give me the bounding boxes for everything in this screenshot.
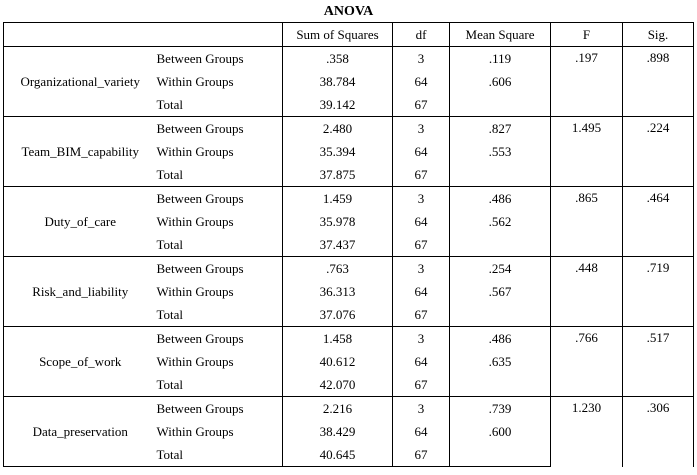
df-cell: 64: [393, 420, 450, 443]
sig-value-cell: .464: [623, 187, 694, 257]
header-sum-of-squares: Sum of Squares: [283, 23, 393, 47]
variable-name: Organizational_variety: [4, 47, 157, 117]
f-value-cell: 1.495: [551, 117, 623, 187]
mean-square-cell: [450, 443, 551, 467]
sum-of-squares-cell: 37.076: [283, 303, 393, 327]
df-cell: 64: [393, 350, 450, 373]
mean-square-cell: [450, 303, 551, 327]
df-cell: 3: [393, 187, 450, 211]
header-sig: Sig.: [623, 23, 694, 47]
variable-name: Risk_and_liability: [4, 257, 157, 327]
sum-of-squares-cell: 38.429: [283, 420, 393, 443]
mean-square-cell: [450, 93, 551, 117]
mean-square-cell: .553: [450, 140, 551, 163]
table-row: [4, 117, 694, 141]
df-cell: 67: [393, 163, 450, 187]
row-label-within: Within Groups: [156, 353, 234, 369]
sum-of-squares-cell: .358: [283, 47, 393, 71]
sum-of-squares-cell: 38.784: [283, 70, 393, 93]
table-row: [4, 327, 694, 351]
df-cell: 3: [393, 47, 450, 71]
variable-name: Duty_of_care: [4, 187, 157, 257]
row-label-total: Total: [157, 443, 283, 467]
sum-of-squares-cell: 39.142: [283, 93, 393, 117]
sum-of-squares-cell: 40.612: [283, 350, 393, 373]
mean-square-cell: .254: [450, 257, 551, 281]
row-label-within: Within Groups: [156, 143, 234, 159]
sum-of-squares-cell: 42.070: [283, 373, 393, 397]
sig-value-cell: .517: [623, 327, 694, 397]
df-cell: 3: [393, 117, 450, 141]
sum-of-squares-cell: 37.437: [283, 233, 393, 257]
mean-square-cell: .606: [450, 70, 551, 93]
sig-value-cell: .224: [623, 117, 694, 187]
mean-square-cell: .635: [450, 350, 551, 373]
row-label-total: Total: [157, 93, 283, 117]
anova-body: [4, 47, 694, 467]
sum-of-squares-cell: 35.978: [283, 210, 393, 233]
table-row: [4, 187, 694, 211]
df-cell: 67: [393, 93, 450, 117]
row-label-between: Between Groups: [157, 47, 283, 71]
table-row: [4, 397, 694, 421]
sum-of-squares-cell: 2.216: [283, 397, 393, 421]
df-cell: 64: [393, 210, 450, 233]
row-label-between: Between Groups: [157, 187, 283, 211]
row-label-within: Within Groups: [156, 73, 234, 89]
row-label-between: Between Groups: [157, 327, 283, 351]
mean-square-cell: [450, 233, 551, 257]
row-label-between: Between Groups: [157, 117, 283, 141]
mean-square-cell: [450, 163, 551, 187]
row-label-total: Total: [157, 373, 283, 397]
variable-name: Team_BIM_capability: [4, 117, 157, 187]
table-title: ANOVA: [323, 4, 374, 19]
mean-square-cell: .567: [450, 280, 551, 303]
anova-table: [3, 22, 694, 467]
mean-square-cell: [450, 373, 551, 397]
f-value-cell: .448: [551, 257, 623, 327]
mean-square-cell: .600: [450, 420, 551, 443]
df-cell: 3: [393, 397, 450, 421]
sum-of-squares-cell: 35.394: [283, 140, 393, 163]
sum-of-squares-cell: 40.645: [283, 443, 393, 467]
mean-square-cell: .486: [450, 187, 551, 211]
sig-value-cell: .898: [623, 47, 694, 117]
df-cell: 67: [393, 373, 450, 397]
df-cell: 67: [393, 443, 450, 467]
mean-square-cell: .119: [450, 47, 551, 71]
df-cell: 3: [393, 257, 450, 281]
mean-square-cell: .739: [450, 397, 551, 421]
df-cell: 64: [393, 70, 450, 93]
header-blank: [4, 23, 283, 47]
row-label-within: Within Groups: [156, 423, 234, 439]
row-label-total: Total: [157, 233, 283, 257]
row-label-between: Between Groups: [157, 397, 283, 421]
header-row: [4, 23, 694, 47]
f-value-cell: .865: [551, 187, 623, 257]
sum-of-squares-cell: 2.480: [283, 117, 393, 141]
row-label-within: Within Groups: [156, 283, 234, 299]
df-cell: 64: [393, 140, 450, 163]
row-label-between: Between Groups: [157, 257, 283, 281]
f-value-cell: .197: [551, 47, 623, 117]
mean-square-cell: .486: [450, 327, 551, 351]
variable-name: Data_preservation: [4, 397, 157, 467]
mean-square-cell: .827: [450, 117, 551, 141]
row-label-total: Total: [157, 163, 283, 187]
header-df: df: [393, 23, 450, 47]
sum-of-squares-cell: 36.313: [283, 280, 393, 303]
header-mean-square: Mean Square: [450, 23, 551, 47]
row-label-within: Within Groups: [156, 213, 234, 229]
sig-value-cell: .719: [623, 257, 694, 327]
f-value-cell: 1.230: [551, 397, 623, 467]
variable-name: Scope_of_work: [4, 327, 157, 397]
df-cell: 64: [393, 280, 450, 303]
df-cell: 3: [393, 327, 450, 351]
row-label-total: Total: [157, 303, 283, 327]
mean-square-cell: .562: [450, 210, 551, 233]
f-value-cell: .766: [551, 327, 623, 397]
table-row: [4, 47, 694, 71]
header-f: F: [551, 23, 623, 47]
sum-of-squares-cell: .763: [283, 257, 393, 281]
df-cell: 67: [393, 233, 450, 257]
sum-of-squares-cell: 37.875: [283, 163, 393, 187]
df-cell: 67: [393, 303, 450, 327]
sum-of-squares-cell: 1.459: [283, 187, 393, 211]
sum-of-squares-cell: 1.458: [283, 327, 393, 351]
sig-value-cell: .306: [623, 397, 694, 467]
table-row: [4, 257, 694, 281]
